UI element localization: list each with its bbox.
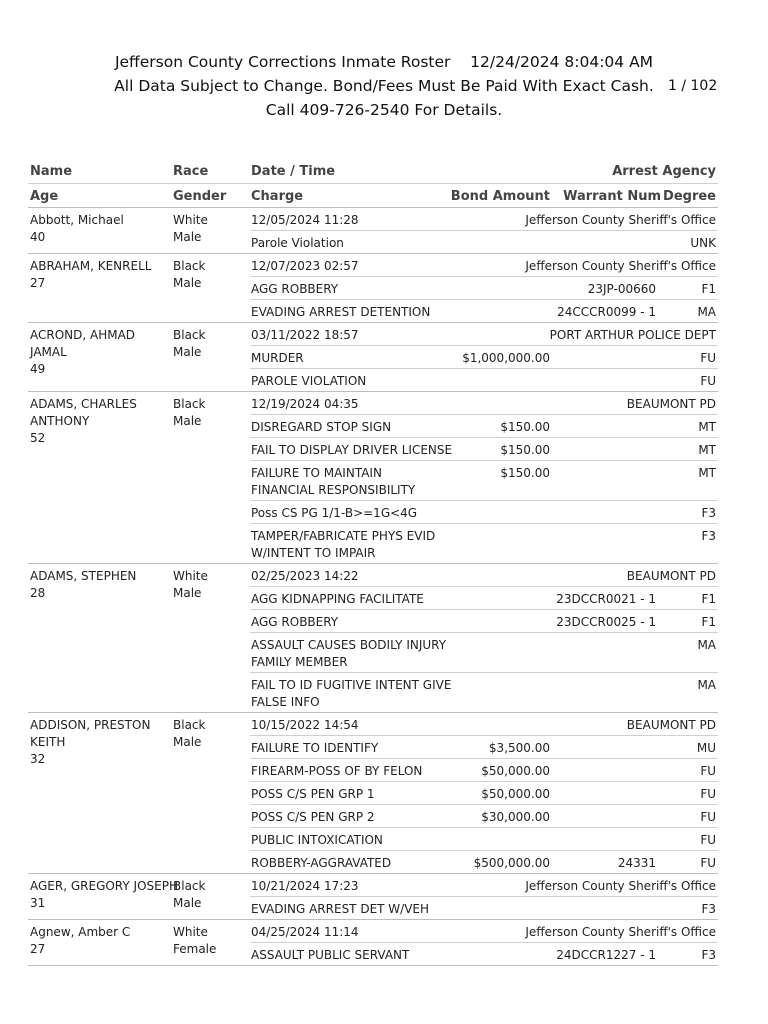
charge-degree: FU (700, 810, 716, 824)
charge-degree: F3 (701, 902, 716, 916)
charge-text: TAMPER/FABRICATE PHYS EVID (251, 529, 436, 543)
inmate-divider (28, 391, 718, 392)
warrant-number: 24CCCR0099 - 1 (557, 305, 656, 319)
charge-degree: F1 (701, 615, 716, 629)
row-divider (250, 586, 718, 587)
charge-text: ASSAULT PUBLIC SERVANT (251, 948, 410, 962)
inmate-age: 40 (30, 230, 46, 244)
roster-notice: All Data Subject to Change. Bond/Fees Must Be Paid With Exact Cash. (114, 77, 654, 95)
inmate-name: ABRAHAM, KENRELL (30, 259, 152, 273)
inmate-gender: Male (173, 345, 202, 359)
warrant-number: 24DCCR1227 - 1 (556, 948, 656, 962)
inmate-age: 27 (30, 276, 46, 290)
charge-text: ROBBERY-AGGRAVATED (251, 856, 392, 870)
inmate-name: ACROND, AHMAD (30, 328, 136, 342)
charge-text: Poss CS PG 1/1-B>=1G<4G (251, 506, 418, 520)
inmate-age: 32 (30, 752, 46, 766)
arrest-agency: Jefferson County Sheriff's Office (525, 213, 716, 227)
page-number: 1 / 102 (668, 78, 718, 94)
arrest-datetime: 10/21/2024 17:23 (251, 879, 359, 893)
arrest-datetime: 12/07/2023 02:57 (251, 259, 359, 273)
inmate-gender: Male (173, 230, 202, 244)
row-divider (250, 781, 718, 782)
charge-text: EVADING ARREST DETENTION (251, 305, 431, 319)
inmate-gender: Male (173, 586, 202, 600)
charge-degree: F1 (701, 282, 716, 296)
inmate-age: 27 (30, 942, 46, 956)
arrest-agency: BEAUMONT PD (626, 569, 716, 583)
inmate-name: JAMAL (30, 345, 67, 359)
row-divider (250, 414, 718, 415)
roster-title-line (0, 50, 768, 74)
inmate-race: Black (173, 397, 206, 411)
charge-text: DISREGARD STOP SIGN (251, 420, 392, 434)
charge-text: W/INTENT TO IMPAIR (251, 546, 376, 560)
charge-text: FIREARM-POSS OF BY FELON (251, 764, 423, 778)
charge-degree: F3 (701, 529, 716, 543)
charge-text: FAIL TO DISPLAY DRIVER LICENSE (251, 443, 453, 457)
col-agency: Arrest Agency (612, 164, 716, 179)
charge-text: AGG ROBBERY (251, 615, 339, 629)
arrest-datetime: 12/19/2024 04:35 (251, 397, 359, 411)
arrest-agency: BEAUMONT PD (626, 397, 716, 411)
charge-degree: MT (698, 466, 716, 480)
charge-text: PUBLIC INTOXICATION (251, 833, 383, 847)
charge-text: POSS C/S PEN GRP 2 (251, 810, 375, 824)
inmate-divider (28, 873, 718, 874)
col-warrant: Warrant Num (563, 189, 661, 204)
charge-degree: FU (700, 351, 716, 365)
inmate-race: White (173, 925, 208, 939)
col-degree: Degree (663, 189, 716, 204)
charge-degree: MU (696, 741, 716, 755)
inmate-age: 31 (30, 896, 46, 910)
charge-text: EVADING ARREST DET W/VEH (251, 902, 430, 916)
bond-amount: $50,000.00 (481, 787, 550, 801)
inmate-divider (28, 712, 718, 713)
inmate-gender: Male (173, 276, 202, 290)
col-name: Name (30, 164, 73, 179)
charge-degree: MT (698, 443, 716, 457)
charge-text: AGG KIDNAPPING FACILITATE (251, 592, 424, 606)
inmate-name: AGER, GREGORY JOSEPH (30, 879, 178, 893)
row-divider (250, 345, 718, 346)
inmate-age: 52 (30, 431, 46, 445)
col-charge: Charge (251, 189, 304, 204)
inmate-race: Black (173, 879, 206, 893)
inmate-name: ADAMS, STEPHEN (30, 569, 137, 583)
arrest-datetime: 02/25/2023 14:22 (251, 569, 359, 583)
inmate-divider (28, 563, 718, 564)
charge-degree: F3 (701, 948, 716, 962)
col-age: Age (30, 189, 59, 204)
warrant-number: 24331 (617, 856, 656, 870)
charge-degree: FU (700, 787, 716, 801)
row-divider (250, 850, 718, 851)
row-divider (250, 896, 718, 897)
inmate-name: ANTHONY (30, 414, 90, 428)
charge-degree: FU (700, 764, 716, 778)
bond-amount: $150.00 (500, 420, 550, 434)
charge-text: FAIL TO ID FUGITIVE INTENT GIVE (251, 678, 452, 692)
charge-text: FINANCIAL RESPONSIBILITY (251, 483, 416, 497)
bond-amount: $150.00 (500, 443, 550, 457)
arrest-datetime: 04/25/2024 11:14 (251, 925, 359, 939)
inmate-gender: Male (173, 896, 202, 910)
row-divider (250, 827, 718, 828)
charge-text: AGG ROBBERY (251, 282, 339, 296)
inmate-gender: Male (173, 414, 202, 428)
roster-datetime: 12/24/2024 8:04:04 AM (470, 53, 654, 71)
charge-degree: UNK (690, 236, 716, 250)
arrest-agency: PORT ARTHUR POLICE DEPT (549, 328, 716, 342)
bond-amount: $150.00 (500, 466, 550, 480)
row-divider (250, 230, 718, 231)
bond-amount: $50,000.00 (481, 764, 550, 778)
roster-title: Jefferson County Corrections Inmate Roster (114, 53, 451, 71)
arrest-agency: Jefferson County Sheriff's Office (525, 259, 716, 273)
row-divider (250, 299, 718, 300)
roster-contact: Call 409-726-2540 For Details. (265, 101, 503, 119)
row-divider (250, 632, 718, 633)
warrant-number: 23JP-00660 (587, 282, 656, 296)
inmate-age: 49 (30, 362, 46, 376)
inmate-gender: Female (173, 942, 217, 956)
inmate-race: Black (173, 259, 206, 273)
charge-degree: FU (700, 856, 716, 870)
inmate-divider (28, 322, 718, 323)
charge-degree: MA (697, 678, 716, 692)
charge-degree: F1 (701, 592, 716, 606)
warrant-number: 23DCCR0021 - 1 (556, 592, 656, 606)
inmate-name: ADDISON, PRESTON (30, 718, 151, 732)
row-divider (250, 523, 718, 524)
inmate-race: White (173, 569, 208, 583)
row-divider (250, 735, 718, 736)
bond-amount: $500,000.00 (473, 856, 550, 870)
charge-text: Parole Violation (251, 236, 344, 250)
charge-degree: MT (698, 420, 716, 434)
charge-text: FALSE INFO (251, 695, 320, 709)
col-gender: Gender (173, 189, 227, 204)
charge-text: POSS C/S PEN GRP 1 (251, 787, 375, 801)
arrest-agency: BEAUMONT PD (626, 718, 716, 732)
row-divider (250, 500, 718, 501)
bond-amount: $1,000,000.00 (462, 351, 550, 365)
bond-amount: $30,000.00 (481, 810, 550, 824)
charge-text: FAMILY MEMBER (251, 655, 348, 669)
row-divider (250, 804, 718, 805)
inmate-name: Agnew, Amber C (30, 925, 131, 939)
inmate-divider (28, 253, 718, 254)
header-bottom-line (28, 207, 718, 208)
inmate-race: Black (173, 328, 206, 342)
col-bond: Bond Amount (450, 189, 550, 204)
inmate-race: Black (173, 718, 206, 732)
charge-degree: FU (700, 833, 716, 847)
col-race: Race (173, 164, 209, 179)
charge-text: ASSAULT CAUSES BODILY INJURY (251, 638, 447, 652)
charge-degree: MA (697, 638, 716, 652)
inmate-race: White (173, 213, 208, 227)
bond-amount: $3,500.00 (488, 741, 550, 755)
inmate-name: ADAMS, CHARLES (30, 397, 137, 411)
row-divider (250, 758, 718, 759)
charge-text: FAILURE TO IDENTIFY (251, 741, 379, 755)
inmate-gender: Male (173, 735, 202, 749)
row-divider (250, 437, 718, 438)
header-divider (28, 183, 718, 184)
inmate-name: Abbott, Michael (30, 213, 124, 227)
row-divider (250, 942, 718, 943)
inmate-divider (28, 919, 718, 920)
charge-degree: MA (697, 305, 716, 319)
arrest-agency: Jefferson County Sheriff's Office (525, 879, 716, 893)
row-divider (250, 460, 718, 461)
arrest-datetime: 03/11/2022 18:57 (251, 328, 359, 342)
row-divider (250, 609, 718, 610)
row-divider (250, 672, 718, 673)
row-divider (250, 368, 718, 369)
warrant-number: 23DCCR0025 - 1 (556, 615, 656, 629)
charge-degree: FU (700, 374, 716, 388)
charge-text: MURDER (251, 351, 304, 365)
arrest-agency: Jefferson County Sheriff's Office (525, 925, 716, 939)
inmate-age: 28 (30, 586, 46, 600)
row-divider (250, 276, 718, 277)
charge-text: FAILURE TO MAINTAIN (251, 466, 382, 480)
inmate-divider (28, 965, 718, 966)
arrest-datetime: 10/15/2022 14:54 (251, 718, 359, 732)
arrest-datetime: 12/05/2024 11:28 (251, 213, 359, 227)
charge-text: PAROLE VIOLATION (251, 374, 367, 388)
col-datetime: Date / Time (251, 164, 336, 179)
charge-degree: F3 (701, 506, 716, 520)
inmate-name: KEITH (30, 735, 66, 749)
